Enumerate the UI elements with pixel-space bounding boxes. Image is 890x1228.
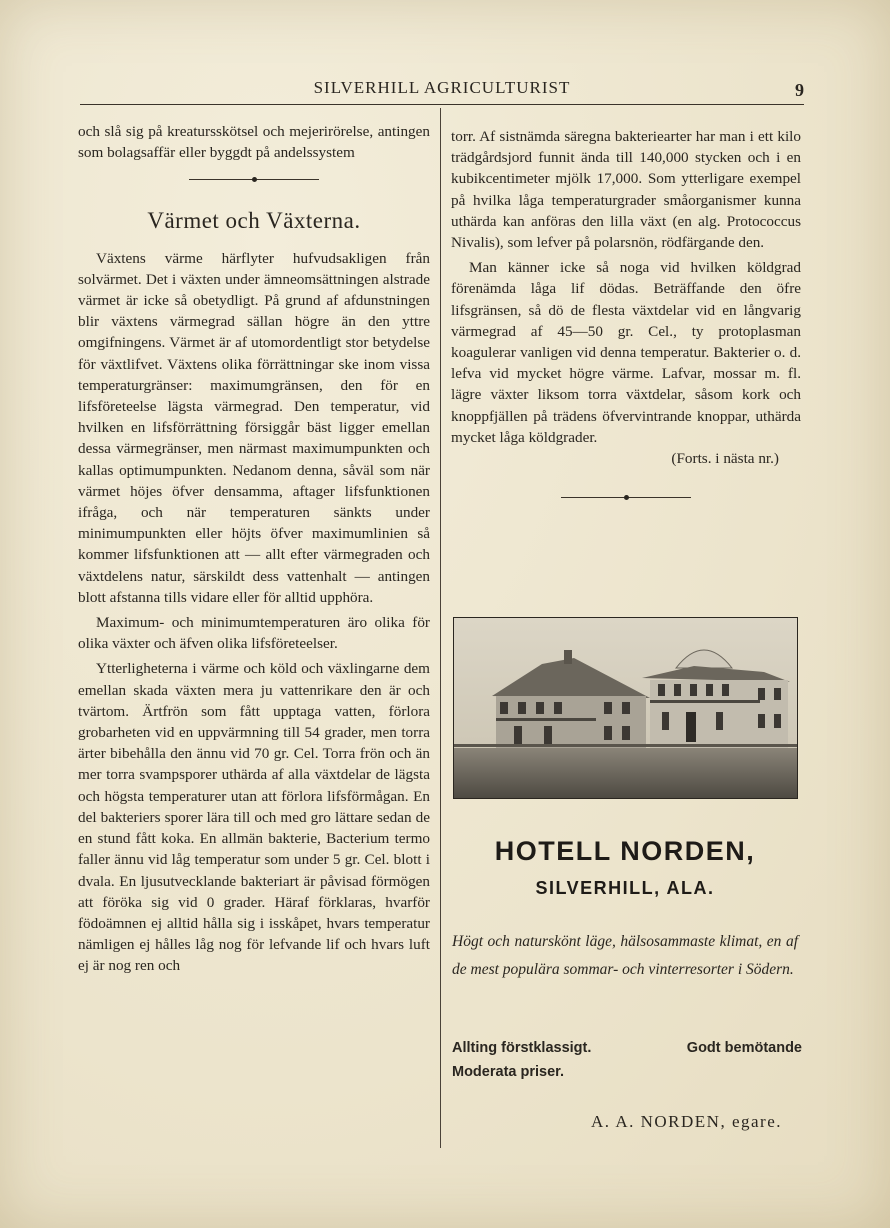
hotel-photograph <box>453 617 798 799</box>
feature-service: Godt bemötande <box>686 1040 802 1056</box>
feature-prices: Moderata priser. <box>452 1064 565 1080</box>
article-paragraph: Man känner icke så noga vid hvilken köldgrad förenämda låga lif dödas. Beträffande den öfre lifsgränsen, så dö de flesta växtdelar vid en långvarig värmegrad af 45—50 gr. Cel., ty protoplasman koagulerar vanligen vid denna temperatur. Bakterier o. d. lefva vid mycket högre värme. Lafvar, mossar m. fl. lägre växter liksom torra växtdelar, såsom kork och knoppfjällen på trädens öfvervintrande knoppar, uthärda mycket låga köldgrader. <box>451 259 801 446</box>
right-column <box>451 126 801 498</box>
hotel-name: HOTELL NORDEN, <box>494 836 756 866</box>
hotel-location: SILVERHILL, ALA. <box>535 878 715 898</box>
ornament-divider <box>561 497 691 498</box>
continuation-note: (Forts. i nästa nr.) <box>671 450 779 468</box>
article-paragraph: torr. Af sistnämda säregna bakteriearter har man i ett kilo trädgårdsjord funnit ända till 140,000 stycken och i en kubikcentimeter mjölk 17,000. Som ytterligare exempel på hvilka låga temperaturgrader småorganismer kunna uthärda kan anföras den lilla växt (en alg. Protococcus Nivalis), som lefver på polarsnön, rödfärgande den. <box>451 128 801 252</box>
column-divider <box>440 108 441 1148</box>
hotel-description: Högt och naturskönt läge, hälsosammaste klimat, en af de mest populära sommar- och vinterresorter i Södern. <box>452 933 798 978</box>
article-paragraph: Ytterligheterna i värme och köld och växlingarne dem emellan skada växten mera ju vattenrikare den är och tvärtom. Ärtfrön som fått upptaga vatten, förlora grobarheten vid en uppvärmning till 54 grader, men torra ärter bibehålla den ännu vid 70 gr. Cel. Torra frön och än mer torra svampsporer uthärda af alla växtdelar de lägsta och högsta temperaturer utan att förlora lifsförmågan. En del bakteriers sporer lära till och med gro lättare sedan de en stund fått koka. En allmän bakterie, Bacterium termo faller ännu vid låg temperatur som under 5 gr. Cel. blott i dvala. En ljusutvecklande bakteriart är påvisad förmögen att föröka sig vid 0 grader. Häraf förklaras, hvarför födoämnen ej alltid hålla sig i isskåpet, hvars temperatur nämligen ej hålles låg nog för lefvande lif och hvars luft ej är nog ren och <box>78 660 430 975</box>
page-number: 9 <box>795 80 804 100</box>
ornament-divider <box>189 179 319 180</box>
hotel-features <box>452 1036 802 1084</box>
hotel-building-illustration <box>454 618 797 798</box>
intro-paragraph: och slå sig på kreatursskötsel och mejerirörelse, antingen som bolagsaffär eller byggdt på andelssystem <box>78 123 430 162</box>
article-title: Värmet och Växterna. <box>147 208 361 234</box>
hotel-owner: A. A. NORDEN, egare. <box>591 1112 782 1131</box>
article-paragraph: Växtens värme härflyter hufvudsakligen från solvärmet. Det i växten under ämneomsättningen alstrade värmet är icke så obetydligt. På grund af afdunstningen blir växtens värmegrad sällan högre än den yttre omgifningens. Värmet är af utomordentligt stor betydelse för växtlifvet. Växtens olika förrättningar ske inom vissa temperaturgränser: maximumgränsen, den för en lifsföreteelse lägsta värmegrad. Den temperatur, vid hvilken en lifsförrättning försiggår bäst ligger emellan dessa värmegränser, men närmast maximumpunkten och kallas optimumpunkten. Nedanom denna, såväl som när värmet höjes öfver densamma, aftager lifsfunktionen ifråga, och när temperaturen sänkts under minimumpunkten eller höjts öfver maximumlinien så kommer lifsfunktionen att — allt efter värmegraden och växtdelens natur, särskildt dess vattenhalt — antingen blott afstanna tills vidare eller för alltid upphöra. <box>78 249 430 606</box>
article-paragraph: Maximum- och minimumtemperaturen äro olika för olika växter och äfven olika lifsföreteelser. <box>78 614 430 653</box>
feature-quality: Allting förstklassigt. <box>452 1040 592 1056</box>
left-column <box>78 121 430 977</box>
publication-title: SILVERHILL AGRICULTURIST <box>313 78 571 97</box>
page-header <box>80 76 804 105</box>
